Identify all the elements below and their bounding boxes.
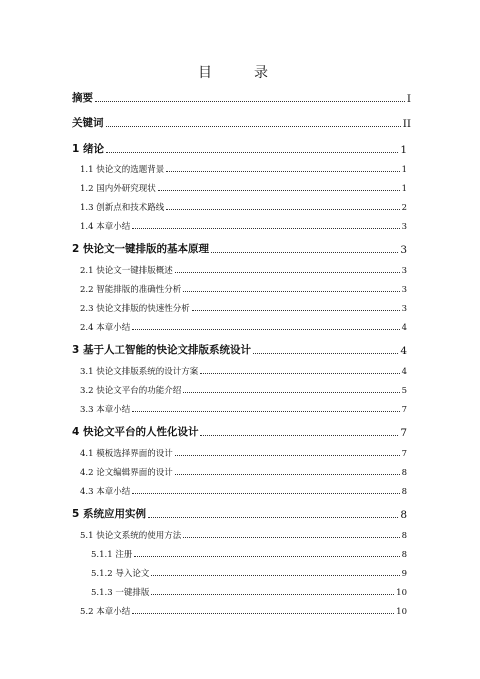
toc-leader-dots bbox=[132, 613, 394, 614]
toc-entry-page: 5 bbox=[401, 386, 407, 396]
toc-entry-page: 8 bbox=[401, 531, 407, 541]
toc-leader-dots bbox=[183, 291, 399, 292]
toc-leader-dots bbox=[166, 209, 399, 210]
toc-entry-page: 1 bbox=[401, 165, 407, 175]
toc-entry-chapter-3[interactable] bbox=[72, 342, 407, 357]
toc-entry-page: 4 bbox=[400, 345, 407, 357]
toc-entry-page: 1 bbox=[401, 184, 407, 194]
toc-leader-dots bbox=[151, 594, 394, 595]
toc-entry-label: 5.1 快论文系统的使用方法 bbox=[80, 531, 182, 541]
toc-leader-dots bbox=[106, 152, 398, 153]
toc-entry-label: 4 快论文平台的人性化设计 bbox=[72, 426, 199, 438]
toc-leader-dots bbox=[166, 171, 399, 172]
toc-entry-1-2[interactable] bbox=[80, 182, 407, 194]
toc-leader-dots bbox=[175, 474, 400, 475]
toc-entry-2-3[interactable] bbox=[80, 302, 407, 314]
toc-entry-1-3[interactable] bbox=[80, 201, 407, 213]
toc-entry-5-2[interactable] bbox=[80, 605, 407, 617]
toc-entry-label: 5.1.1 注册 bbox=[91, 550, 133, 560]
toc-entry-page: 1 bbox=[400, 144, 407, 156]
toc-entry-page: 3 bbox=[401, 304, 407, 314]
toc-entry-label: 5.1.3 一键排版 bbox=[91, 588, 150, 598]
toc-leader-dots bbox=[175, 272, 400, 273]
toc-leader-dots bbox=[132, 228, 399, 229]
toc-entry-chapter-1[interactable] bbox=[72, 141, 407, 156]
toc-entry-label: 1.1 快论文的选题背景 bbox=[80, 165, 165, 175]
toc-entry-label: 3 基于人工智能的快论文排版系统设计 bbox=[72, 344, 251, 356]
toc-entry-2-4[interactable] bbox=[80, 321, 407, 333]
toc-leader-dots bbox=[134, 556, 399, 557]
toc-entry-label: 5 系统应用实例 bbox=[72, 508, 146, 520]
toc-entry-chapter-5[interactable] bbox=[72, 506, 407, 521]
toc-entry-label: 1.3 创新点和技术路线 bbox=[80, 203, 165, 213]
toc-entry-3-3[interactable] bbox=[80, 403, 407, 415]
toc-entry-page: 4 bbox=[401, 323, 407, 333]
toc-entry-label: 4.1 模板选择界面的设计 bbox=[80, 449, 173, 459]
toc-entry-page: 8 bbox=[400, 509, 407, 521]
toc-entry-page: 10 bbox=[396, 607, 407, 617]
toc-entry-2-1[interactable] bbox=[80, 264, 407, 276]
toc-entry-page: 7 bbox=[401, 449, 407, 459]
toc-entry-page: II bbox=[402, 118, 411, 130]
toc-entry-5-1[interactable] bbox=[80, 529, 407, 541]
toc-entry-page: I bbox=[406, 93, 411, 105]
toc-entry-page: 4 bbox=[401, 367, 407, 377]
toc-entry-page: 8 bbox=[401, 550, 407, 560]
toc-leader-dots bbox=[132, 411, 399, 412]
toc-entry-4-2[interactable] bbox=[80, 466, 407, 478]
toc-entry-2-2[interactable] bbox=[80, 283, 407, 295]
toc-entry-page: 9 bbox=[401, 569, 407, 579]
toc-entry-label: 1 绪论 bbox=[72, 143, 104, 155]
toc-entry-page: 2 bbox=[401, 203, 407, 213]
toc-entry-3-1[interactable] bbox=[80, 365, 407, 377]
toc-entry-page: 7 bbox=[400, 427, 407, 439]
toc-leader-dots bbox=[183, 537, 399, 538]
toc-entry-page: 3 bbox=[401, 222, 407, 232]
toc-entry-label: 5.1.2 导入论文 bbox=[91, 569, 150, 579]
toc-leader-dots bbox=[200, 435, 398, 436]
toc-leader-dots bbox=[106, 126, 401, 127]
toc-entry-1-4[interactable] bbox=[80, 220, 407, 232]
toc-entry-page: 3 bbox=[400, 244, 407, 256]
toc-leader-dots bbox=[200, 373, 399, 374]
toc-entry-label: 2 快论文一键排版的基本原理 bbox=[72, 243, 209, 255]
toc-entry-page: 3 bbox=[401, 285, 407, 295]
toc-entry-label: 2.1 快论文一键排版概述 bbox=[80, 266, 173, 276]
toc-leader-dots bbox=[158, 190, 400, 191]
toc-leader-dots bbox=[148, 517, 398, 518]
toc-entry-keywords[interactable] bbox=[72, 115, 411, 130]
toc-entry-label: 3.2 快论文平台的功能介绍 bbox=[80, 386, 182, 396]
toc-entry-page: 8 bbox=[401, 487, 407, 497]
toc-entry-label: 摘要 bbox=[72, 92, 93, 104]
toc-leader-dots bbox=[183, 392, 399, 393]
toc-entry-label: 3.1 快论文排版系统的设计方案 bbox=[80, 367, 199, 377]
toc-leader-dots bbox=[95, 101, 405, 102]
toc-entry-5-1-2[interactable] bbox=[91, 567, 407, 579]
toc-leader-dots bbox=[192, 310, 400, 311]
toc-entry-1-1[interactable] bbox=[80, 163, 407, 175]
toc-entry-label: 2.3 快论文排版的快速性分析 bbox=[80, 304, 190, 314]
toc-entry-label: 1.4 本章小结 bbox=[80, 222, 131, 232]
toc-leader-dots bbox=[132, 493, 399, 494]
toc-entry-page: 7 bbox=[401, 405, 407, 415]
toc-entry-chapter-2[interactable] bbox=[72, 241, 407, 256]
toc-entry-4-1[interactable] bbox=[80, 447, 407, 459]
toc-leader-dots bbox=[211, 252, 398, 253]
toc-entry-5-1-1[interactable] bbox=[91, 548, 407, 560]
toc-entry-page: 8 bbox=[401, 468, 407, 478]
toc-entry-label: 2.2 智能排版的准确性分析 bbox=[80, 285, 182, 295]
toc-entry-page: 10 bbox=[396, 588, 407, 598]
toc-entry-label: 关键词 bbox=[72, 117, 104, 129]
toc-leader-dots bbox=[175, 455, 400, 456]
toc-entry-3-2[interactable] bbox=[80, 384, 407, 396]
toc-leader-dots bbox=[151, 575, 399, 576]
toc-entry-4-3[interactable] bbox=[80, 485, 407, 497]
toc-entry-label: 4.3 本章小结 bbox=[80, 487, 131, 497]
toc-entry-chapter-4[interactable] bbox=[72, 424, 407, 439]
toc-entry-label: 5.2 本章小结 bbox=[80, 607, 131, 617]
toc-leader-dots bbox=[253, 353, 398, 354]
toc-entry-5-1-3[interactable] bbox=[91, 586, 407, 598]
toc-leader-dots bbox=[132, 329, 399, 330]
toc-entry-page: 3 bbox=[401, 266, 407, 276]
toc-entry-abstract[interactable] bbox=[72, 90, 411, 105]
toc-entry-label: 1.2 国内外研究现状 bbox=[80, 184, 156, 194]
toc-entry-label: 2.4 本章小结 bbox=[80, 323, 131, 333]
toc-title: 目 录 bbox=[198, 65, 282, 81]
toc-entry-label: 4.2 论文编辑界面的设计 bbox=[80, 468, 173, 478]
toc-entry-label: 3.3 本章小结 bbox=[80, 405, 131, 415]
